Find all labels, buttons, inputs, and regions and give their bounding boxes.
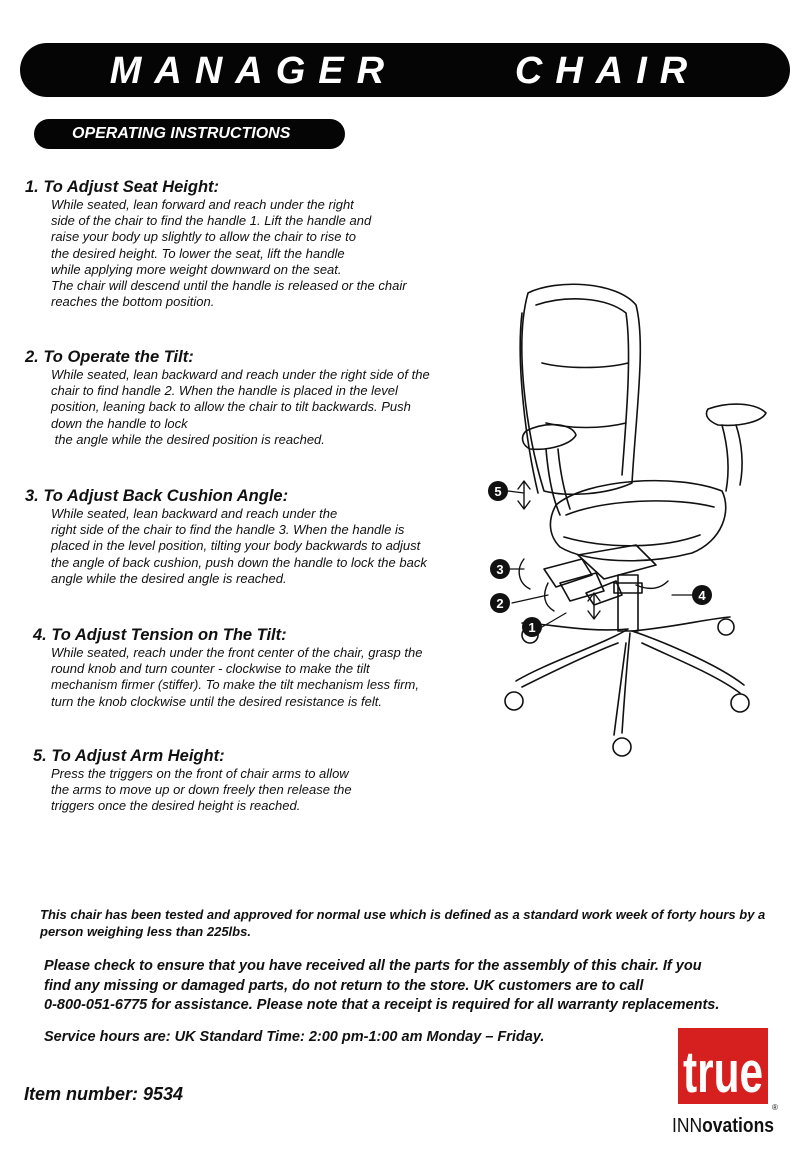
logo-subtext-pre: INN (672, 1115, 707, 1136)
callout-1 (522, 617, 542, 637)
instruction-back-angle (25, 486, 427, 587)
chair-seat (550, 481, 725, 561)
callout-label: 3 (496, 562, 504, 577)
instruction-line: While seated, reach under the front center of the chair, grasp the (51, 645, 423, 660)
instruction-body (25, 197, 407, 310)
instruction-arm-height (33, 746, 352, 815)
instruction-line: the angle while the desired position is reached. (51, 431, 325, 447)
instruction-line: position, leaning back to allow the chair to tilt backwards. Push (51, 399, 411, 415)
instruction-line: mechanism firmer (stiffer). To make the tilt mechanism less firm, (51, 677, 419, 693)
instruction-heading: 2. To Operate the Tilt: (25, 348, 194, 366)
instruction-line: down the handle to lock (51, 415, 188, 431)
instruction-body (33, 645, 422, 710)
instruction-line: The chair will descend until the handle is released or the chair (51, 278, 407, 294)
logo-subtext (672, 1115, 785, 1136)
instruction-body (33, 766, 352, 815)
instruction-line: While seated, lean backward and reach under the (51, 506, 338, 521)
instruction-line: right side of the chair to find the handle 3. When the handle is (51, 522, 405, 538)
instruction-tension (33, 625, 422, 710)
instruction-heading: 4. To Adjust Tension on The Tilt: (33, 626, 287, 644)
instruction-line: round knob and turn counter - clockwise to make the tilt (51, 661, 370, 677)
instruction-line: angle while the desired angle is reached. (51, 570, 287, 586)
instruction-line: triggers once the desired height is reached. (51, 798, 301, 814)
instruction-heading: 1. To Adjust Seat Height: (25, 178, 220, 196)
service-hours: Service hours are: UK Standard Time: 2:00 pm-1:00 am Monday – Friday. (44, 1029, 545, 1045)
true-innovations-logo (672, 1028, 788, 1136)
instruction-line: chair to find handle 2. When the handle is placed in the level (51, 383, 398, 399)
parts-note-line: 0-800-051-6775 for assistance. Please note that a receipt is required for all warranty replacements. (44, 997, 720, 1013)
section-subtitle: OPERATING INSTRUCTIONS (72, 125, 291, 142)
instruction-body (25, 367, 430, 448)
callout-label: 1 (528, 620, 536, 635)
parts-note (44, 957, 784, 1016)
instruction-line: the angle of back cushion, push down the handle to lock the back (51, 554, 427, 570)
chair-mechanism (578, 545, 656, 579)
instruction-line: while applying more weight downward on the seat. (51, 261, 342, 277)
logo-word: true (683, 1040, 763, 1105)
usage-note: This chair has been tested and approved for normal use which is defined as a standard work week of forty hours by a person weighing less than 225lbs. (40, 907, 766, 939)
instruction-line: raise your body up slightly to allow the chair to rise to (51, 229, 356, 245)
callout-label: 5 (494, 484, 502, 499)
title-banner (20, 43, 790, 97)
instruction-line: side of the chair to find the handle 1. Lift the handle and (51, 213, 372, 229)
chair-armrest-right (706, 404, 766, 425)
instruction-tilt (25, 347, 430, 448)
instruction-line: the arms to move up or down freely then release the (51, 782, 352, 798)
instruction-line: placed in the level position, tilting your body backwards to adjust (51, 538, 421, 554)
subtitle-banner (34, 119, 345, 149)
callout-label: 2 (496, 596, 504, 611)
instruction-line: While seated, lean backward and reach under the right side of the (51, 367, 430, 382)
instruction-line: reaches the bottom position. (51, 294, 215, 310)
instruction-heading: 5. To Adjust Arm Height: (33, 747, 225, 765)
callout-5 (488, 481, 508, 501)
callout-label: 4 (698, 588, 706, 603)
callout-4 (692, 585, 712, 605)
chair-diagram (486, 283, 802, 765)
instruction-seat-height (25, 177, 407, 310)
instruction-body (25, 506, 427, 587)
instruction-line: the desired height. To lower the seat, lift the handle (51, 245, 345, 261)
instruction-line: While seated, lean forward and reach under the right (51, 197, 354, 212)
callout-3 (490, 559, 510, 579)
instruction-heading: 3. To Adjust Back Cushion Angle: (25, 487, 289, 505)
callout-2 (490, 593, 510, 613)
instruction-line: Press the triggers on the front of chair arms to allow (51, 766, 349, 781)
logo-registered-mark: ® (772, 1103, 778, 1112)
instruction-line: turn the knob clockwise until the desired resistance is felt. (51, 693, 382, 709)
parts-note-line: Please check to ensure that you have received all the parts for the assembly of this chair. If you (44, 958, 702, 974)
parts-note-line: find any missing or damaged parts, do not return to the store. UK customers are to call (44, 977, 644, 994)
page-title: MANAGER CHAIR (109, 50, 701, 92)
item-number: Item number: 9534 (24, 1084, 184, 1104)
logo-subtext-post: ovations (702, 1115, 785, 1136)
